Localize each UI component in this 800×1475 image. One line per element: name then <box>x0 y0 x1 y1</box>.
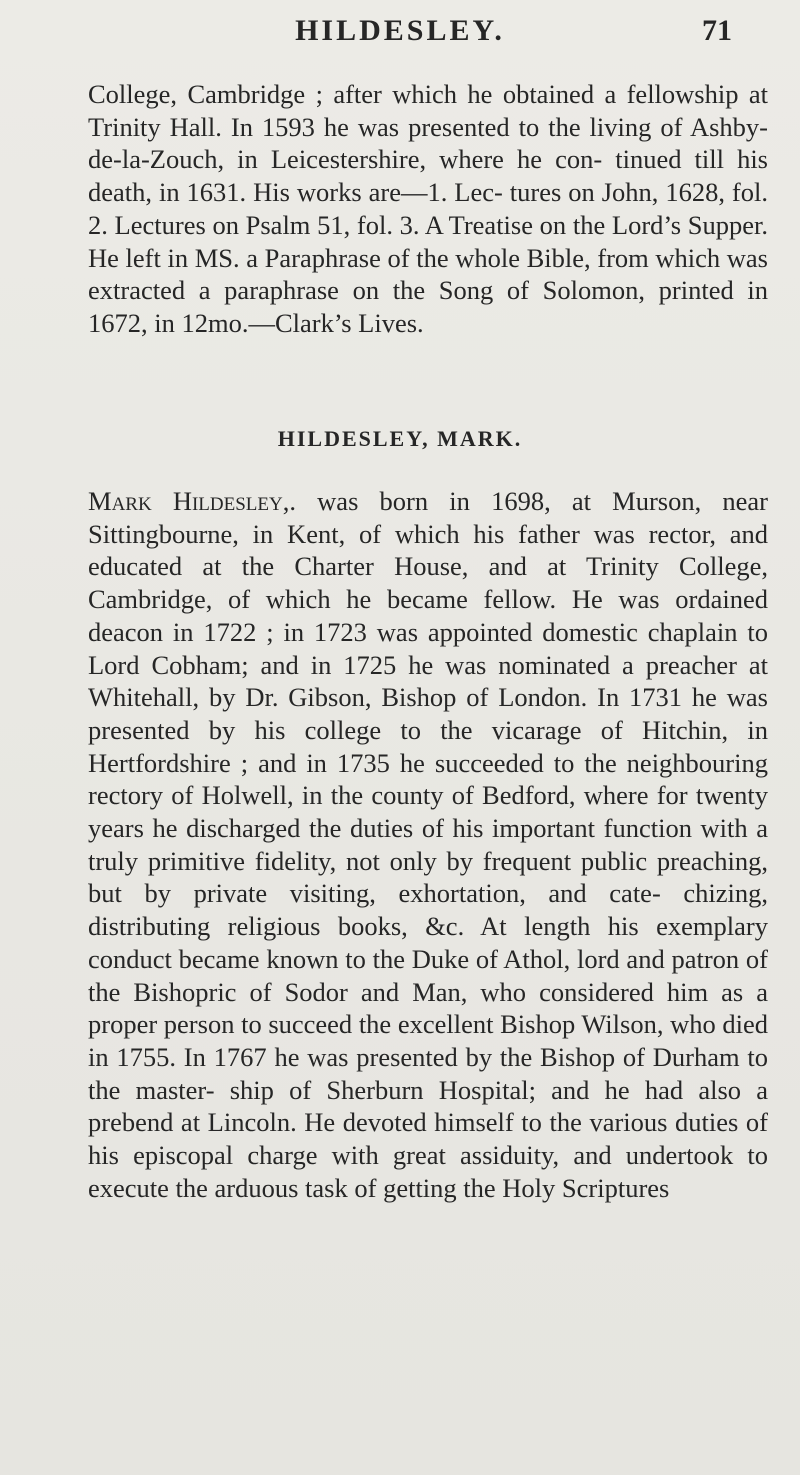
paragraph-continued <box>88 78 768 340</box>
section-heading: HILDESLEY, MARK. <box>277 426 523 451</box>
paragraph-body: . was born in 1698, at Murson, near Sittingbourne, in Kent, of which his father was rector, and educated at the Charter House, and at Trinity College, Cambridge, of which he became fellow. He was ordained deacon in 1722 ; in 1723 was appointed domestic chaplain to Lord Cobham; and in 1725 he was nominated a preacher at Whitehall, by Dr. Gibson, Bishop of London. In 1731 he was presented by his college to the vicarage of Hitchin, in Hertfordshire ; and in 1735 he succeeded to the neighbouring rectory of Holwell, in the county of Bedford, where for twenty years he discharged the duties of his important function with a truly primitive fidelity, not only by frequent public preaching, but by private visiting, exhortation, and cate- chizing, distributing religious books, &c. At length his exemplary conduct became known to the Duke of Athol, lord and patron of the Bishopric of Sodor and Man, who considered him as a proper person to succeed the excellent Bishop Wilson, who died in 1755. In 1767 he was presented by the Bishop of Durham to the master- ship of Sherburn Hospital; and he had also a prebend at Lincoln. He devoted himself to the various duties of his episcopal charge with great assiduity, and undertook to execute the arduous task of getting the Holy Scriptures <box>88 486 768 1203</box>
running-title: HILDESLEY. <box>295 14 505 47</box>
paragraph-text <box>88 485 768 1204</box>
running-head <box>0 14 800 54</box>
subject-name: Mark Hildesley, <box>88 486 290 516</box>
paragraph-biography <box>88 485 768 1204</box>
page-number: 71 <box>702 14 732 47</box>
paragraph-text: College, Cambridge ; after which he obtained a fellowship at Trinity Hall. In 1593 he was presented to the living of Ashby-de-la-Zouch, in Leicestershire, where he con- tinued till his death, in 1631. His works are—1. Lec- tures on John, 1628, fol. 2. Lectures on Psalm 51, fol. 3. A Treatise on the Lord’s Supper. He left in MS. a Paraphrase of the whole Bible, from which was extracted a paraphrase on the Song of Solomon, printed in 1672, in 12mo.—Clark’s Lives. <box>88 79 768 338</box>
